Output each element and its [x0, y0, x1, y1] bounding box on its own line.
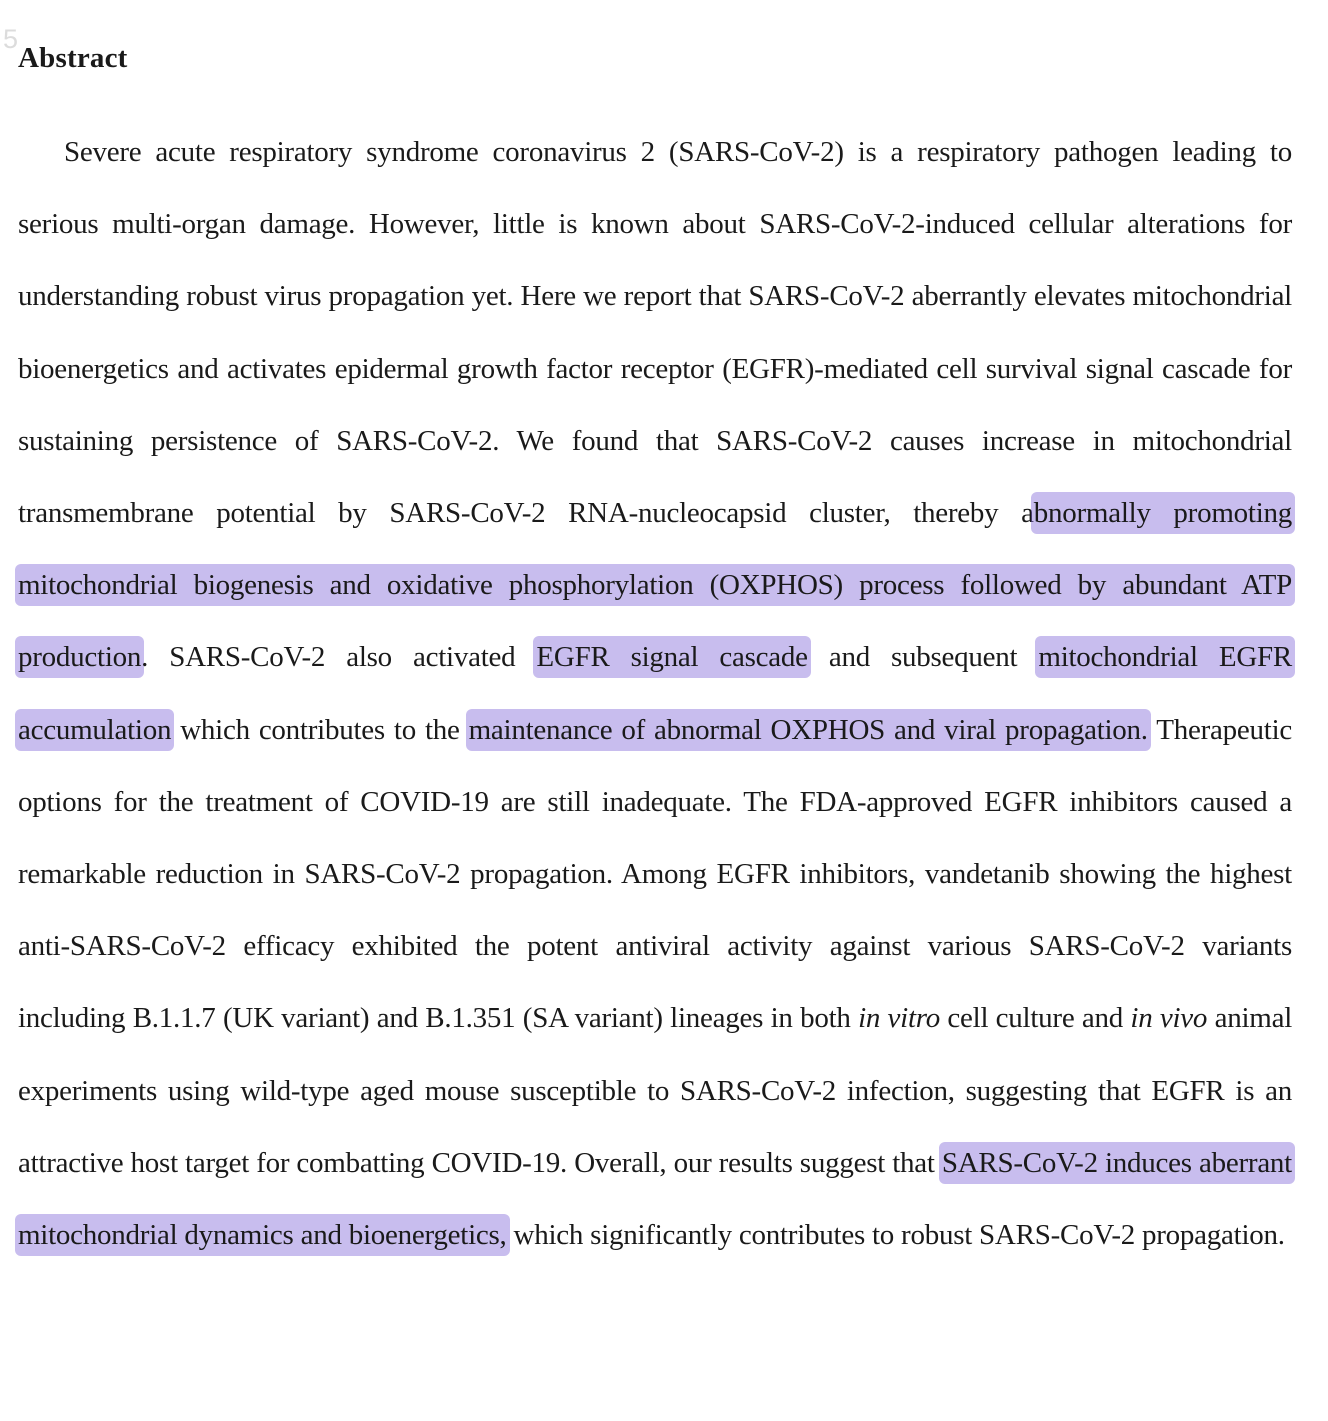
page-number: 5 [3, 24, 19, 54]
highlight-aberrant-mitochondrial-dynamics: SARS-CoV-2 induces aberrant mitochondrial dynamics and bioenergetics, [15, 1142, 1295, 1256]
abstract-text: animal experiments using wild-type aged mouse susceptible to SARS-CoV-2 infection, suggesting that EGFR is an attractive host target for combatting COVID-19. Overall, our results suggest that [18, 1002, 1293, 1179]
highlight-oxphos-biogenesis: bnormally promoting mitochondrial biogenesis and oxidative phosphorylation (OXPHOS) process followed by abundant ATP production [15, 492, 1295, 678]
abstract-text: Severe acute respiratory syndrome coronavirus 2 (SARS-CoV-2) is a respiratory pathogen leading to serious multi-organ damage. However, little is known about SARS-CoV-2-induced cellular alterations for understanding robust virus propagation yet. Here we report that SARS-CoV-2 aberrantly elevates mitochondrial bioenergetics and activates epidermal growth factor receptor (EGFR)-mediated cell survival signal cascade for sustaining persistence of SARS-CoV-2. We found that SARS-CoV-2 causes increase in mitochondrial transmembrane potential by SARS-CoV-2 RNA-nucleocapsid cluster, thereby a [18, 136, 1292, 530]
abstract-heading: Abstract [18, 42, 128, 74]
italic-in-vivo: in vivo [1130, 1002, 1208, 1035]
abstract-text: Therapeutic options for the treatment of COVID-19 are still inadequate. The FDA-approved EGFR inhibitors caused a remarkable reduction in SARS-CoV-2 propagation. Among EGFR inhibitors, vandetanib showing the highest anti-SARS-CoV-2 efficacy exhibited the potent antiviral activity against various SARS-CoV-2 variants including B.1.1.7 (UK variant) and B.1.351 (SA variant) lineages in both [18, 713, 1292, 1035]
abstract-text: . SARS-CoV-2 also activated [141, 641, 537, 674]
abstract-text: and subsequent [807, 641, 1039, 674]
abstract-text: cell culture and [939, 1002, 1131, 1035]
abstract-paragraph [18, 116, 1292, 1271]
highlight-abnormal-oxphos-maintenance: maintenance of abnormal OXPHOS and viral propagation. [466, 709, 1151, 751]
abstract-text: which significantly contributes to robust SARS-CoV-2 propagation. [506, 1219, 1285, 1252]
abstract-text: which contributes to the [171, 713, 469, 746]
highlight-egfr-signal-cascade: EGFR signal cascade [533, 636, 810, 678]
highlight-mitochondrial-egfr-accumulation: mitochondrial EGFR accumulation [15, 636, 1295, 750]
italic-in-vitro: in vitro [858, 1002, 940, 1035]
